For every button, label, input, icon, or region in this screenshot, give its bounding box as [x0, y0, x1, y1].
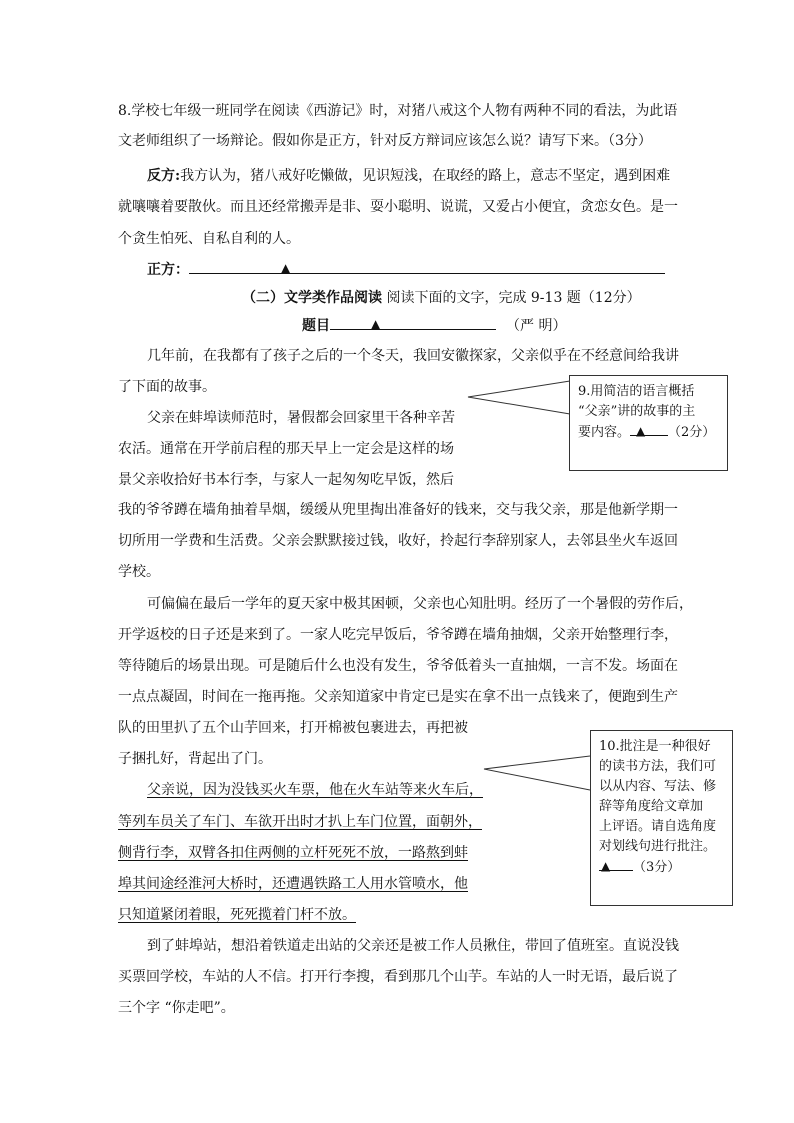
- p5-line2: 买票回学校，车站的人不信。打开行李搜，看到那几个山芋。车站的人一时无语，最后说了: [118, 969, 678, 985]
- p5-line3: 三个字 “你走吧”。: [118, 1000, 235, 1016]
- callout9-line1: 9.用简洁的语言概括: [578, 384, 695, 399]
- callout9-text3: 要内容。: [578, 425, 631, 440]
- callout9-line3: [578, 422, 719, 443]
- callout10-line6: 对划线句进行批注。: [599, 839, 717, 854]
- callout10-line4: 辞等角度给文章加: [599, 799, 704, 814]
- zhengfang-label: 正方：: [147, 262, 189, 278]
- title-label: 题目: [302, 318, 330, 334]
- fanfang-text1: 我方认为，猪八戒好吃懒做，见识短浅，在取经的路上，意志不坚定，遇到困难: [180, 168, 671, 184]
- callout10-answer-blank[interactable]: [599, 857, 633, 871]
- p2-line4: 我的爷爷蹲在墙角抽着旱烟，缓缓从兜里掏出准备好的钱来，交与我父亲，那是他新学期一: [118, 502, 678, 518]
- callout9-pointer: [468, 381, 570, 414]
- author: （严 明）: [506, 318, 567, 334]
- section2-heading-bold: （二）文学类作品阅读: [242, 290, 382, 306]
- callout9-triangle-icon: ▲: [636, 424, 646, 438]
- p3-line5: 队的田里扒了五个山芋回来，打开棉被包裹进去，再把被: [118, 720, 468, 736]
- p3-line2: 开学返校的日子还是来到了。一家人吃完早饭后，爷爷蹲在墙角抽烟，父亲开始整理行李，: [118, 627, 678, 643]
- callout10-pointer: [484, 756, 590, 790]
- answer-triangle-icon: ▲: [281, 261, 291, 275]
- q8-line1: 8.学校七年级一班同学在阅读《西游记》时，对猪八戒这个人物有两种不同的看法，为此语: [118, 103, 678, 119]
- underlined-line5: 只知道紧闭着眼，死死揽着门杆不放。: [118, 907, 356, 923]
- p3-line1: 可偏偏在最后一学年的夏天家中极其困顿，父亲也心知肚明。经历了一个暑假的劳作后，: [147, 596, 693, 612]
- callout10-line5: 上评语。请自选角度: [599, 819, 717, 834]
- title-triangle-icon: ▲: [371, 317, 381, 331]
- p2-line1: 父亲在蚌埠读师范时，暑假都会回家里干各种辛苦: [147, 410, 455, 426]
- p5-line1: 到了蚌埠站，想沿着铁道走出站的父亲还是被工作人员揪住，带回了值班室。直说没钱: [147, 938, 679, 954]
- callout10-score: （3分）: [633, 860, 681, 875]
- underlined-line4: 埠其间途经淮河大桥时，还遭遇铁路工人用水管喷水，他: [118, 876, 468, 892]
- q8-line2: 文老师组织了一场辩论。假如你是正方，针对反方辩词应该怎么说？请写下来。（3分）: [118, 133, 652, 149]
- p2-line2: 农活。通常在开学前启程的那天早上一定会是这样的场: [118, 441, 454, 457]
- underlined-line1: 父亲说，因为没钱买火车票，他在火车站等来火车后，: [147, 782, 483, 798]
- p2-line5: 切所用一学费和生活费。父亲会默默接过钱，收好，拎起行李辞别家人，去邻县坐火车返回: [118, 533, 678, 549]
- callout10-line3: 以从内容、写法、修: [599, 779, 717, 794]
- underlined-line2: 等列车员关了车门、车欲开出时才扒上车门位置，面朝外，: [118, 814, 482, 830]
- fanfang-label: 反方:: [147, 168, 181, 184]
- p2-line6: 学校。: [118, 564, 160, 580]
- p3-line4: 一点点凝固，时间在一拖再拖。父亲知道家中肯定已是实在拿不出一点钱来了，便跑到生产: [118, 689, 678, 705]
- underlined-line3: 侧背行李，双臂各扣住两侧的立杆死死不放，一路熬到蚌: [118, 845, 468, 861]
- fanfang-line2: 就嚷嚷着要散伙。而且还经常搬弄是非、耍小聪明、说谎，又爱占小便宜，贪恋女色。是一: [118, 199, 678, 215]
- callout10-line2: 的读书方法，我们可: [599, 759, 717, 774]
- callout10-line7: [599, 857, 724, 878]
- callout9-answer-blank[interactable]: [630, 422, 668, 436]
- p3-line6: 子捆扎好，背起出了门。: [118, 751, 272, 767]
- callout9-line2: “父亲”讲的故事的主: [578, 404, 696, 419]
- p1-line2: 了下面的故事。: [118, 379, 216, 395]
- callout10-line1: 10.批注是一种很好: [599, 739, 711, 754]
- fanfang-line3: 个贪生怕死、自私自利的人。: [118, 231, 300, 247]
- callout-q9: [569, 375, 728, 471]
- p2-line3: 景父亲收拾好书本行李，与家人一起匆匆吃早饭，然后: [118, 472, 454, 488]
- p1-line1: 几年前，在我都有了孩子之后的一个冬天，我回安徽探家，父亲似乎在不经意间给我讲: [147, 348, 679, 364]
- callout-q10: [590, 730, 733, 906]
- callout10-triangle-icon: ▲: [601, 859, 611, 873]
- callout9-score: （2分）: [668, 425, 716, 440]
- p3-line3: 等待随后的场景出现。可是随后什么也没有发生，爷爷低着头一直抽烟，一言不发。场面在: [118, 658, 678, 674]
- section2-heading-rest: 阅读下面的文字，完成 9-13 题（12分）: [382, 290, 641, 306]
